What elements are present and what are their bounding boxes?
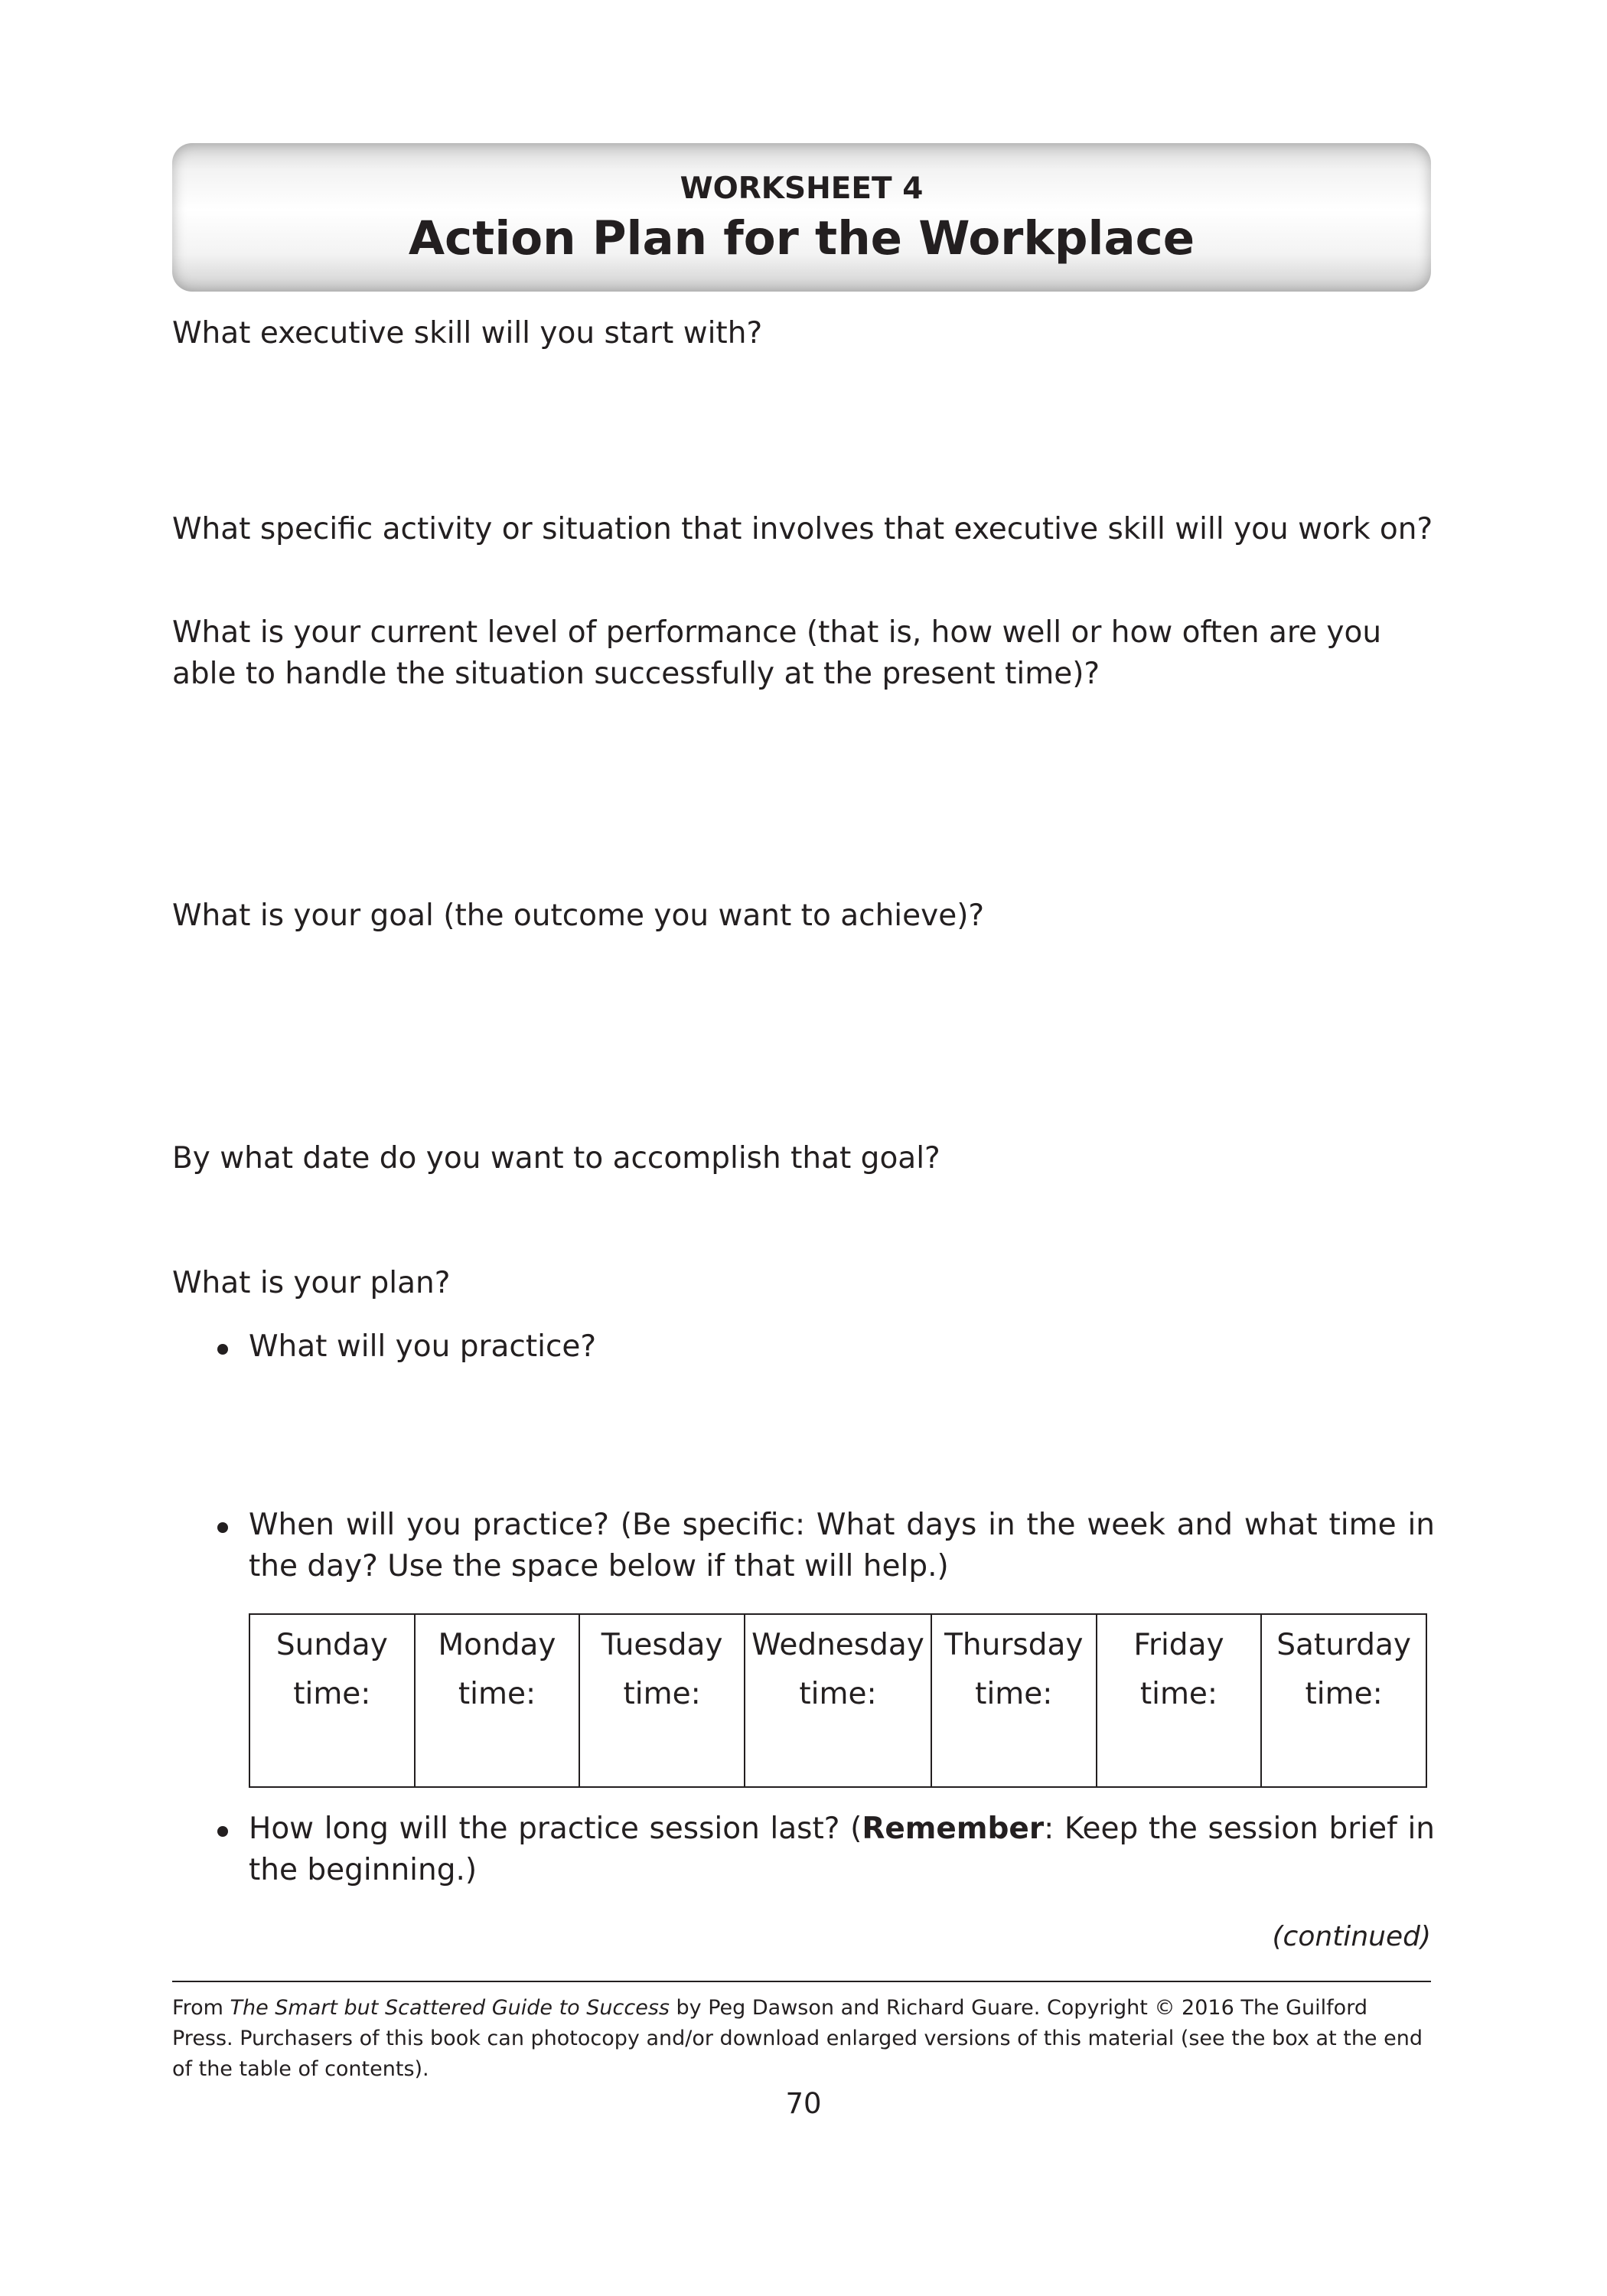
schedule-cell-thursday[interactable]: [931, 1614, 1097, 1787]
schedule-cell-wednesday[interactable]: [745, 1614, 931, 1787]
remember-emphasis: Remember: [862, 1812, 1045, 1846]
day-label: Saturday: [1276, 1628, 1412, 1662]
schedule-cell-monday[interactable]: [415, 1614, 580, 1787]
footer-divider: [172, 1981, 1431, 1982]
bullet-dot: [217, 1344, 228, 1355]
time-label: time:: [623, 1677, 701, 1711]
question-current-level: What is your current level of performance (that is, how well or how often are you able to handle the situation successfully at the present time)?: [172, 615, 1382, 691]
weekly-schedule-table: [249, 1613, 1427, 1788]
day-label: Sunday: [275, 1628, 388, 1662]
footer-from: From: [172, 1996, 230, 2020]
time-label: time:: [799, 1677, 877, 1711]
day-label: Friday: [1133, 1628, 1224, 1662]
bullet-how-long-post: : Keep the session brief in the beginning.): [249, 1812, 1435, 1887]
day-label: Thursday: [944, 1628, 1084, 1662]
time-label: time:: [975, 1677, 1053, 1711]
question-date: By what date do you want to accomplish that goal?: [172, 1141, 940, 1176]
bullet-how-long-pre: How long will the practice session last? (: [249, 1812, 862, 1846]
time-label: time:: [293, 1677, 371, 1711]
schedule-cell-saturday[interactable]: [1261, 1614, 1426, 1787]
bullet-dot: [217, 1826, 228, 1837]
footer-rest: by Peg Dawson and Richard Guare. Copyright © 2016 The Guilford Press. Purchasers of this book can photocopy and/or download enlarged versions of this material (see the box at the end of the table of contents).: [172, 1996, 1423, 2081]
question-specific-activity: What specific activity or situation that involves that executive skill will you work on?: [172, 512, 1433, 546]
footer-book-title: The Smart but Scattered Guide to Success: [230, 1996, 670, 2020]
page-number: 70: [785, 2087, 822, 2120]
bullet-dot: [217, 1522, 228, 1533]
question-executive-skill: What executive skill will you start with?: [172, 316, 763, 351]
question-plan: What is your plan?: [172, 1266, 451, 1300]
schedule-cell-sunday[interactable]: [249, 1614, 415, 1787]
copyright-footer: [172, 1993, 1435, 2085]
day-label: Wednesday: [751, 1628, 924, 1662]
schedule-cell-tuesday[interactable]: [579, 1614, 745, 1787]
bullet-when-practice: When will you practice? (Be specific: What days in the week and what time in the day? Use the space below if that will help.): [249, 1508, 1435, 1583]
day-label: Tuesday: [601, 1628, 723, 1662]
time-label: time:: [458, 1677, 536, 1711]
bullet-how-long: [249, 1808, 1435, 1891]
question-goal: What is your goal (the outcome you want to achieve)?: [172, 899, 985, 933]
worksheet-title: Action Plan for the Workplace: [408, 211, 1195, 266]
time-label: time:: [1139, 1677, 1218, 1711]
bullet-what-practice: What will you practice?: [249, 1329, 597, 1364]
worksheet-label: WORKSHEET 4: [680, 171, 924, 206]
continued-note: (continued): [1272, 1921, 1431, 1952]
day-label: Monday: [438, 1628, 556, 1662]
schedule-cell-friday[interactable]: [1097, 1614, 1262, 1787]
time-label: time:: [1305, 1677, 1383, 1711]
